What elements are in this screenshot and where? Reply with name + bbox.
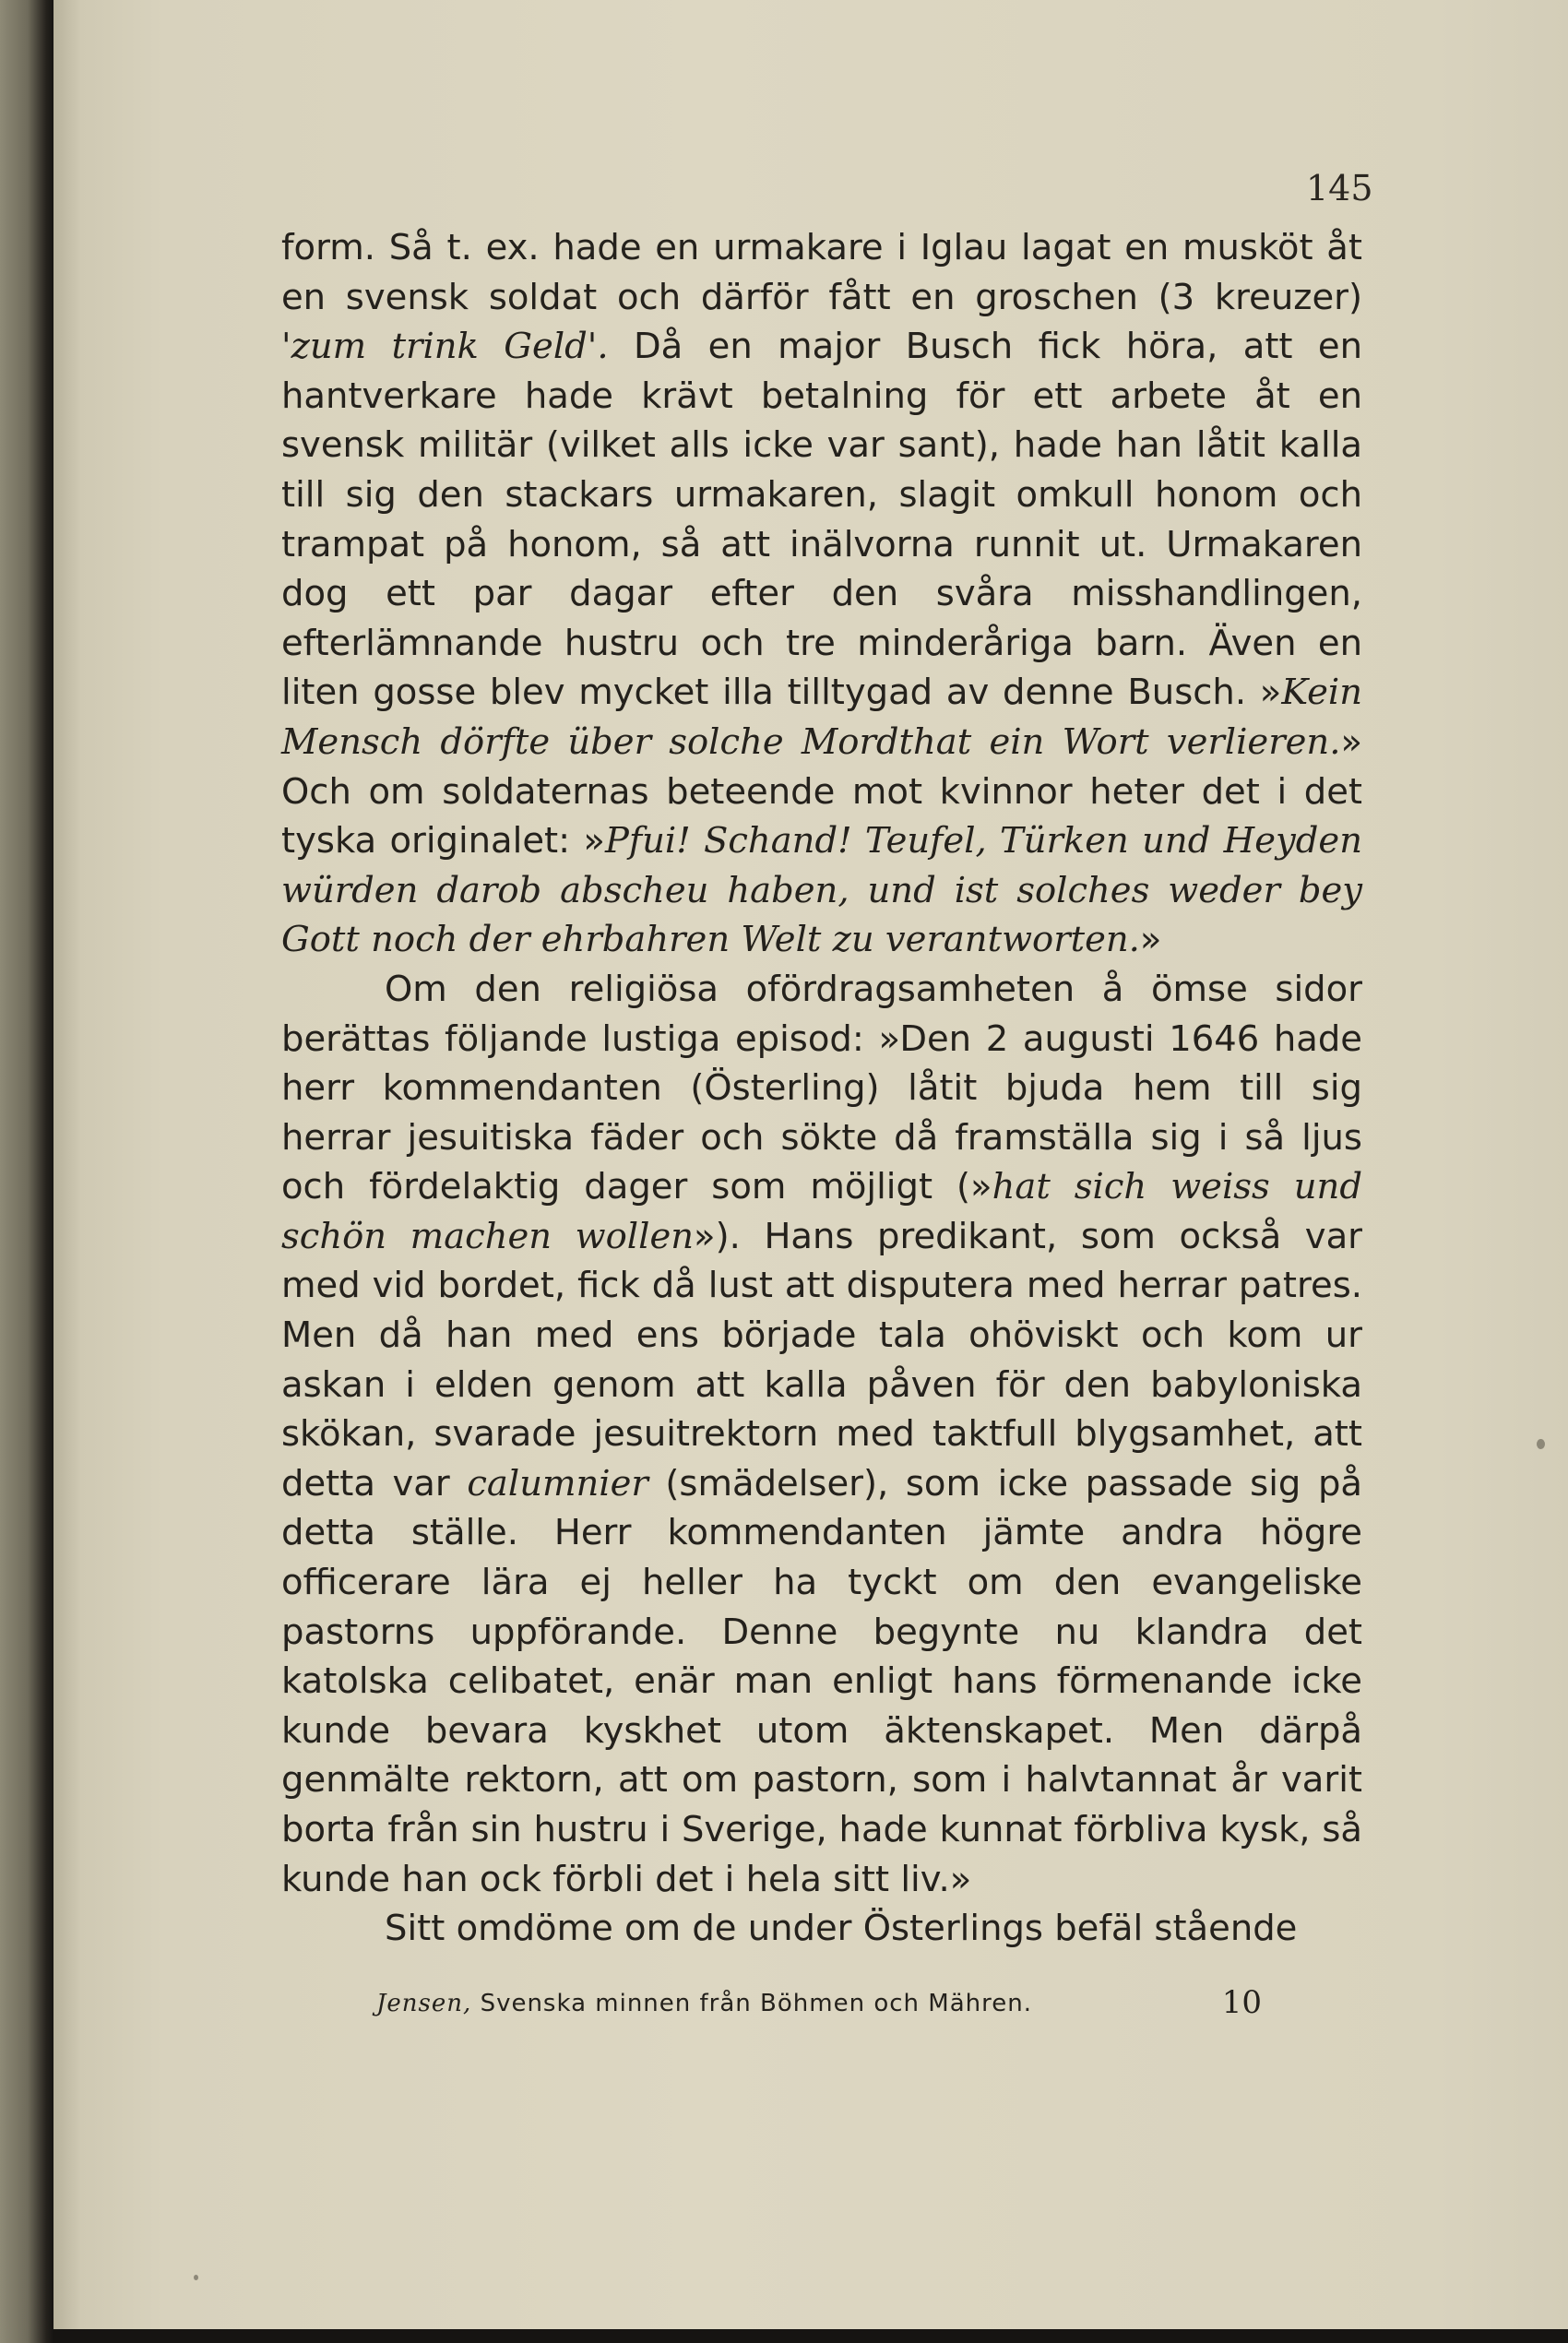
page-footer xyxy=(376,1984,1262,2021)
paper-speck xyxy=(194,2275,198,2280)
page-number: 145 xyxy=(1306,168,1373,208)
italic-quote: Kein Mensch dörfte über solche Mordthat ein Wort verlieren. xyxy=(281,672,1362,763)
text-run: (smädelser), som icke passade sig på detta ställe. Herr kommendanten jämte andra högre officerare lära ej heller ha tyckt om den evangeliske pastorns uppförande. Denne begynte nu klandra det katolska celibatet, enär man enligt hans förmenande icke kunde bevara kyskhet utom äktenskapet. Men därpå genmälte rektorn, att om pastorn, som i halvtannat år varit borta från sin hustru i Sverige, hade kunnat förbliva kysk, så kunde han ock förbli det i hela sitt liv.» xyxy=(281,1462,1363,1900)
footer-signature-mark: 10 xyxy=(1221,1984,1262,2021)
paragraph xyxy=(281,1904,1362,1954)
footer-book-title: Svenska minnen från Böhmen och Mähren. xyxy=(480,1990,1032,2017)
text-run: Sitt omdöme om de under Österlings befäl stående xyxy=(385,1908,1298,1950)
book-page xyxy=(53,0,1568,2329)
paragraph xyxy=(281,223,1362,965)
paragraph xyxy=(281,965,1362,1904)
text-run: Om den religiösa ofördragsamheten å ömse sidor berättas följande lustiga episod: »Den 2 augusti 1646 hade herr kommendanten (Österling) låtit bjuda hem till sig herrar jesuitiska fäder och sökte då framställa sig i så ljus och fördelaktig dager som möjligt (» xyxy=(281,968,1362,1208)
body-text xyxy=(281,223,1362,1954)
text-run: » Och om soldaternas beteende mot kvinnor heter det i det tyska originalet: » xyxy=(281,720,1362,862)
text-run: » xyxy=(1139,919,1162,961)
footer-author: Jensen, xyxy=(376,1990,472,2017)
book-spine xyxy=(0,0,53,2343)
italic-quote: calumnier xyxy=(467,1462,648,1505)
paper-speck xyxy=(1537,1439,1545,1449)
italic-quote: Pfui! Schand! Teufel, Türken und Heyden würden darob abscheu haben, und ist solches weder bey Gott noch der ehrbahren Welt zu verantworten. xyxy=(281,820,1362,961)
text-run: »). Hans predikant, som också var med vid bordet, fick då lust att disputera med herrar patres. Men då han med ens började tala ohöviskt och kom ur askan i elden genom att kalla påven för den babyloniska skökan, svarade jesuitrektorn med taktfull blygsamhet, att detta var xyxy=(281,1215,1363,1505)
italic-quote: hat sich weiss und schön machen wollen xyxy=(281,1166,1362,1257)
text-run: form. Så t. ex. hade en urmakare i Iglau lagat en musköt åt en svensk soldat och därför fått en groschen (3 kreuzer) xyxy=(281,227,1362,318)
text-run: Då en major Busch fick höra, att en hantverkare hade krävt betalning för ett arbete åt en svensk militär (vilket alls icke var sant), hade han låtit kalla till sig den stackars urmakaren, slagit omkull honom och trampat på honom, så att inälvorna runnit ut. Urmakaren dog ett par dagar efter den svåra misshandlingen, efterlämnande hustru och tre minderåriga barn. Även en liten gosse blev mycket illa tilltygad av denne Busch. » xyxy=(281,326,1363,714)
italic-quote: 'zum trink Geld'. xyxy=(281,326,609,368)
